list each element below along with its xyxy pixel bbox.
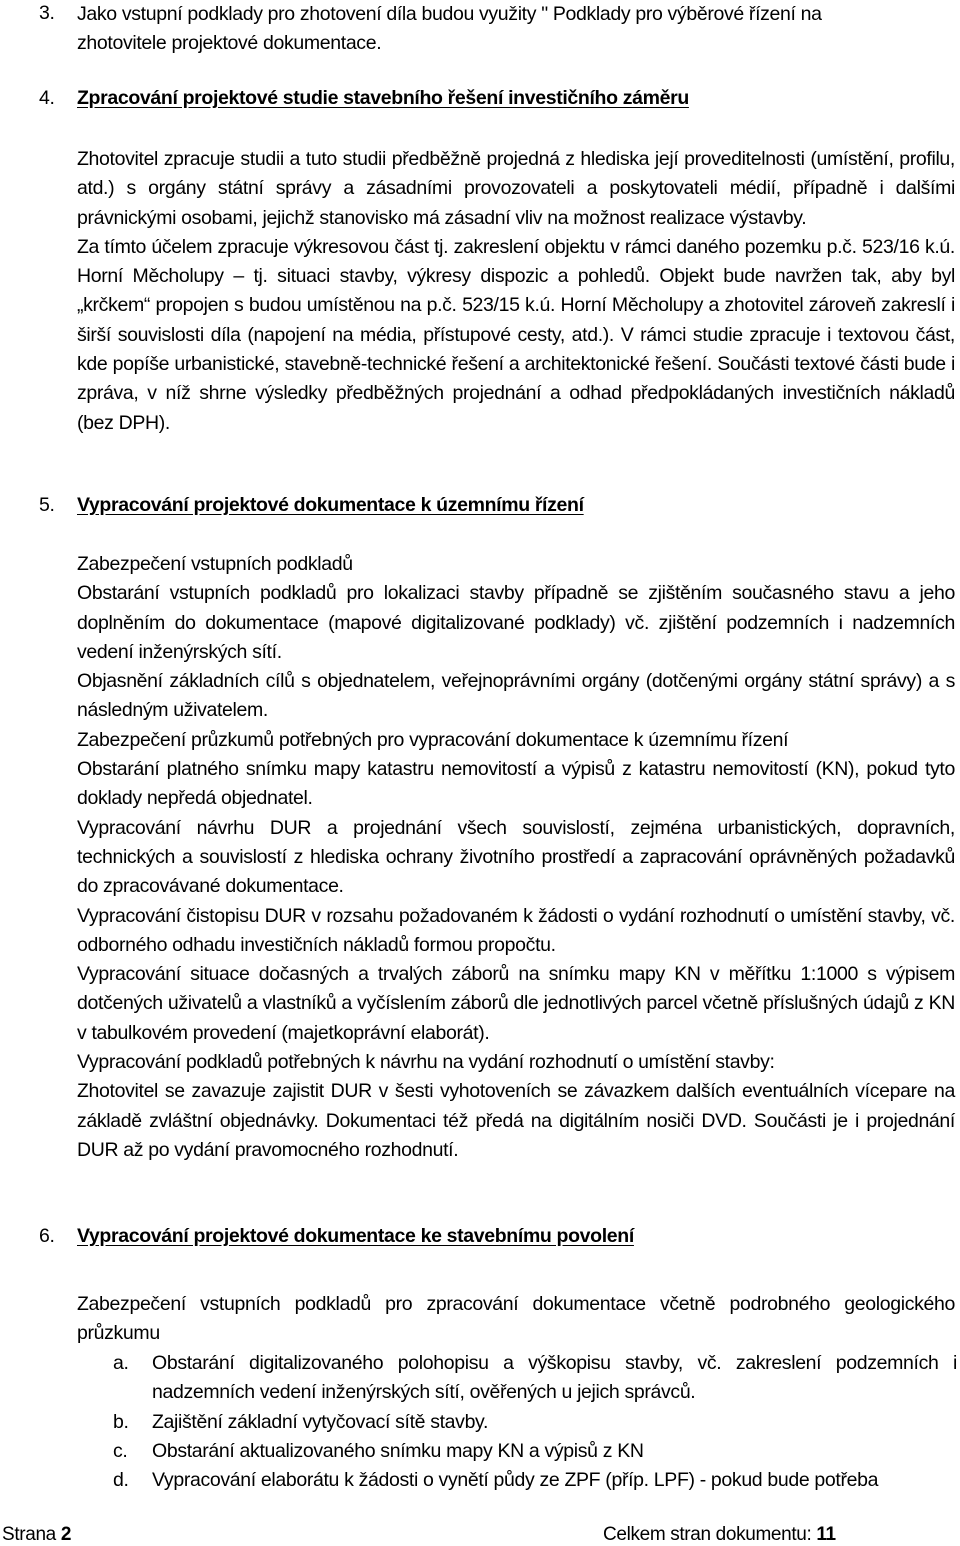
paragraph: Vypracování návrhu DUR a projednání všech souvislostí, zejména urbanistických, dopravních, technických a souvislostí z hlediska ochrany životního prostředí a zapracování oprávněných požadavků do zpracovávané dokumentace.	[77, 816, 955, 898]
section-number: 4.	[39, 87, 55, 109]
section-number: 5.	[39, 494, 55, 516]
list-marker: a.	[113, 1352, 129, 1374]
list-item-text: Vypracování elaborátu k žádosti o vynětí půdy ze ZPF (příp. LPF) - pokud bude potřeba	[152, 1469, 879, 1492]
list-marker: d.	[113, 1469, 129, 1492]
list-marker: c.	[113, 1439, 128, 1462]
paragraph: Za tímto účelem zpracuje výkresovou část tj. zakreslení objektu v rámci daného pozemku p.č. 523/16 k.ú. Horní Měcholupy – tj. situaci stavby, výkresy dispozic a pohledů. Objekt bude navržen tak, aby byl „krčkem“ propojen s budou umístěnou na p.č. 523/15 k.ú. Horní Měcholupy a zhotovitel zároveň zakreslí i širší souvislosti díla (napojení na média, přístupové cesty, atd.). V rámci studie zpracuje i textovou část, kde popíše urbanistické, stavebně-technické řešení a architektonické řešení. Součásti textové části bude i zpráva, v níž shrne výsledky předběžných projednání a odhad předpokládaných investičních nákladů (bez DPH).	[77, 235, 955, 434]
paragraph: Obstarání platného snímku mapy katastru nemovitostí a výpisů z katastru nemovitostí (KN), pokud tyto doklady nepředá objednatel.	[77, 758, 955, 810]
page-number: 2	[60, 1524, 72, 1545]
paragraph: zhotovitele projektové dokumentace.	[77, 32, 382, 55]
section-heading: Vypracování projektové dokumentace k územnímu řízení	[77, 494, 584, 516]
list-marker: b.	[113, 1410, 129, 1433]
list-item	[77, 1437, 957, 1466]
list-item-text: Obstarání aktualizovaného snímku mapy KN a výpisů z KN	[152, 1439, 644, 1462]
total-pages-number: 11	[816, 1524, 836, 1545]
paragraph: Vypracování podkladů potřebných k návrhu na vydání rozhodnutí o umístění stavby:	[77, 1051, 775, 1074]
page-label: Strana	[2, 1524, 61, 1545]
section-6-list	[77, 1349, 957, 1495]
list-item	[77, 1349, 957, 1408]
list-item-text: Obstarání digitalizovaného polohopisu a výškopisu stavby, vč. zakreslení podzemních i nadzemních vedení inženýrských sítí, ověřených u jejich správců.	[152, 1352, 957, 1404]
section-6-intro	[77, 1290, 955, 1349]
paragraph: Vypracování situace dočasných a trvalých záborů na snímku mapy KN v měřítku 1:1000 s výpisem dotčených uživatelů a vlastníků a vyčíslením záborů dle jednotlivých parcel včetně příslušných údajů z KN v tabulkovém provedení (majetkoprávní elaborát).	[77, 963, 955, 1044]
paragraph: Zabezpečení průzkumů potřebných pro vypracování dokumentace k územnímu řízení	[77, 728, 789, 751]
paragraph: Objasnění základních cílů s objednatelem, veřejnoprávními orgány (dotčenými orgány státní správy) a s následným uživatelem.	[77, 670, 955, 722]
paragraph: Zhotovitel se zavazuje zajistit DUR v šesti vyhotoveních se závazkem dalších eventuálních vícepare na základě zvláštní objednávky. Dokumentaci též předá na digitálním nosiči DVD. Součásti je i projednání DUR až po vydání pravomocného rozhodnutí.	[77, 1080, 955, 1161]
paragraph: Zabezpečení vstupních podkladů pro zpracování dokumentace včetně podrobného geologického průzkumu	[77, 1293, 955, 1345]
paragraph: Zhotovitel zpracuje studii a tuto studii předběžně projedná z hlediska její proveditelnosti (umístění, profilu, atd.) s orgány státní správy a zásadními provozovateli a poskytovateli médií, případně i dalšími právnickými osobami, jejichž stanovisko má zásadní vliv na možnost realizace výstavby.	[77, 148, 955, 229]
list-item	[77, 1408, 957, 1437]
list-item-text: Zajištění základní vytyčovací sítě stavby.	[152, 1410, 489, 1433]
section-4-body	[77, 145, 955, 438]
section-heading: Vypracování projektové dokumentace ke stavebnímu povolení	[77, 1225, 634, 1247]
list-item	[77, 1466, 957, 1495]
paragraph: Obstarání vstupních podkladů pro lokalizaci stavby případně se zjištěním současného stavu a jeho doplněním do dokumentace (mapové digitalizované podklady) vč. zjištění podzemních i nadzemních vedení inženýrských sítí.	[77, 582, 955, 663]
section-heading: Zpracování projektové studie stavebního řešení investičního záměru	[77, 87, 689, 109]
section-5-body	[77, 550, 955, 1165]
paragraph: Vypracování čistopisu DUR v rozsahu požadovaném k žádosti o vydání rozhodnutí o umístění stavby, vč. odborného odhadu investičních nákladů formou propočtu.	[77, 904, 955, 956]
total-pages-label: Celkem stran dokumentu:	[603, 1524, 817, 1545]
section-number: 6.	[39, 1225, 55, 1247]
section-3-text	[77, 0, 960, 59]
section-number: 3.	[39, 2, 55, 24]
paragraph: Zabezpečení vstupních podkladů	[77, 553, 353, 575]
paragraph: Jako vstupní podklady pro zhotovení díla budou využity " Podklady pro výběrové řízení na	[77, 3, 822, 25]
